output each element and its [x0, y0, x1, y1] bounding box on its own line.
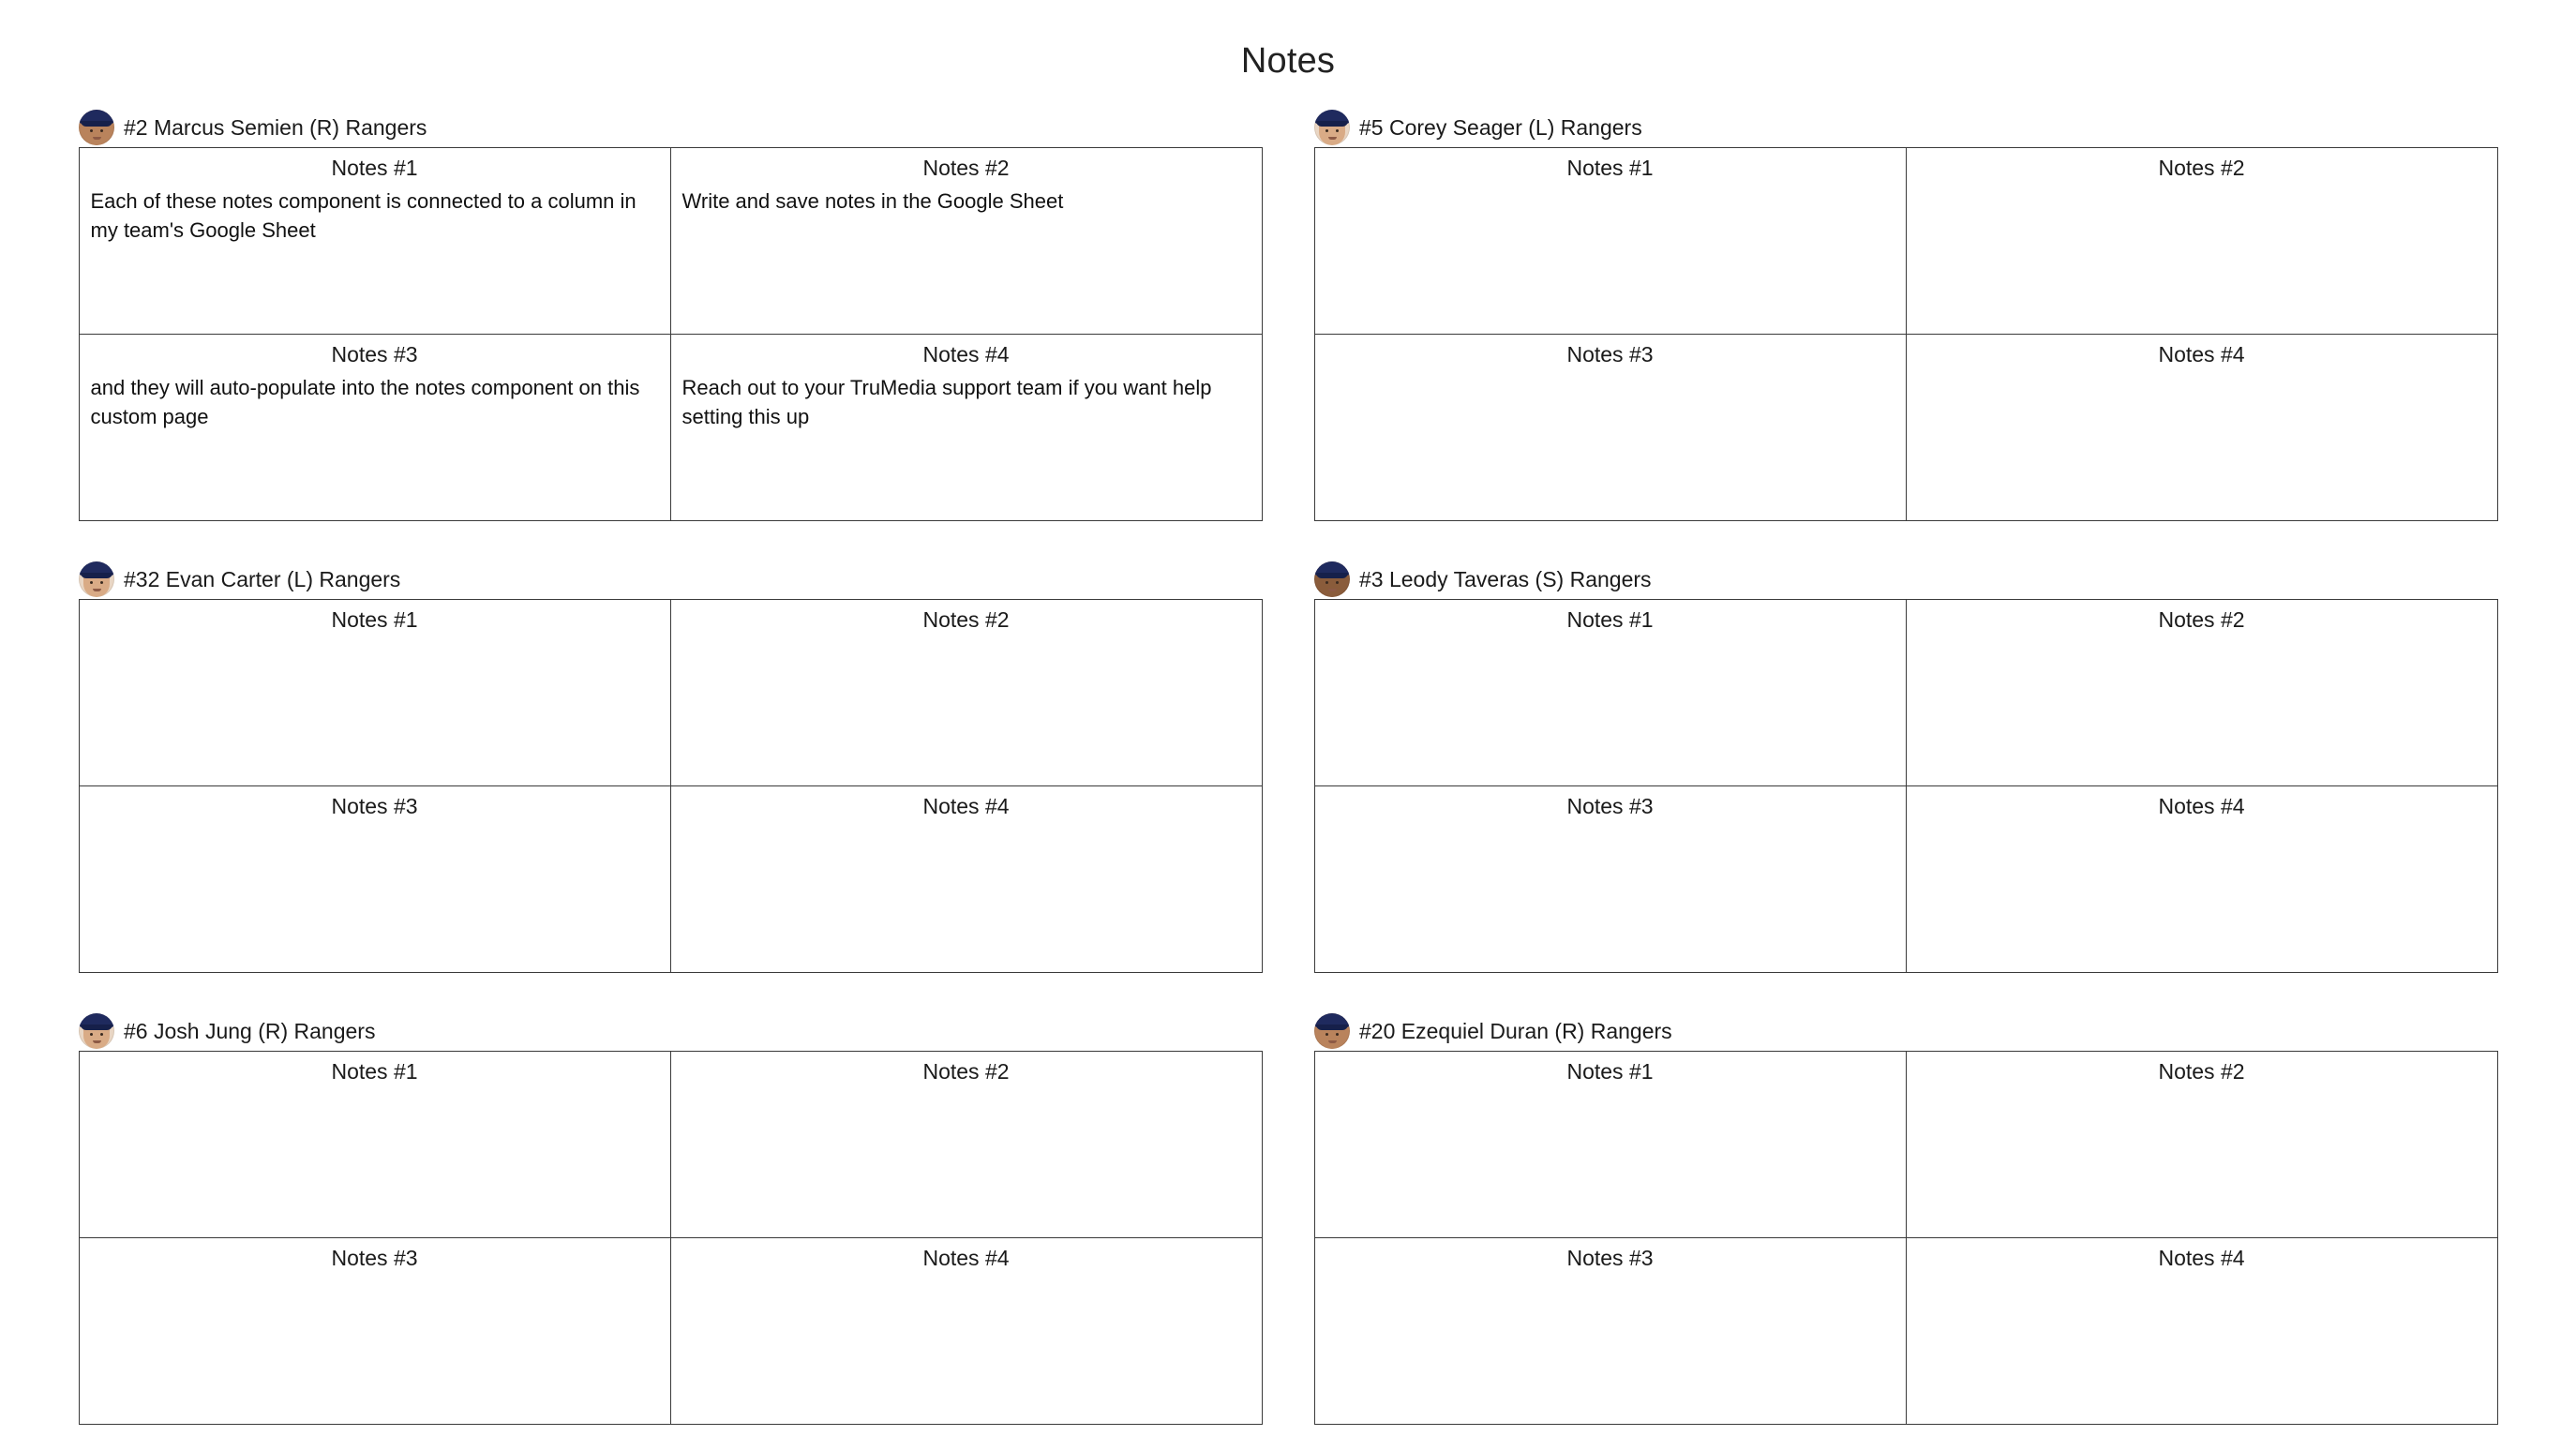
note-label: Notes #3 [1566, 793, 1654, 818]
note-label: Notes #1 [1566, 155, 1654, 180]
player-header [1314, 1013, 2497, 1049]
player-avatar-icon [79, 110, 114, 145]
player-name: #6 Josh Jung (R) Rangers [124, 1018, 376, 1043]
players-grid [0, 82, 2576, 1424]
note-label: Notes #2 [2158, 1058, 2245, 1084]
note-label: Notes #1 [331, 155, 418, 180]
note-box[interactable] [1314, 147, 1907, 335]
player-header [79, 1013, 1262, 1049]
player-card [1314, 1013, 2497, 1424]
note-box[interactable] [79, 1051, 671, 1238]
note-label: Notes #2 [922, 1058, 1010, 1084]
notes-grid [79, 147, 1262, 520]
note-label: Notes #1 [331, 1058, 418, 1084]
note-label: Notes #3 [1566, 341, 1654, 366]
note-box[interactable] [1314, 1051, 1907, 1238]
note-text[interactable]: Write and save notes in the Google Sheet [681, 188, 1064, 213]
player-avatar-icon [1314, 1013, 1350, 1049]
note-box[interactable] [1314, 599, 1907, 786]
note-label: Notes #4 [922, 1245, 1010, 1270]
note-label: Notes #4 [2158, 793, 2245, 818]
player-name: #3 Leody Taveras (S) Rangers [1359, 566, 1652, 591]
player-card [79, 110, 1262, 520]
note-box[interactable] [1906, 147, 2498, 335]
note-box[interactable] [1906, 334, 2498, 521]
note-box[interactable] [79, 147, 671, 335]
note-box[interactable] [670, 147, 1263, 335]
player-avatar-icon [1314, 561, 1350, 597]
note-label: Notes #1 [1566, 606, 1654, 632]
note-label: Notes #2 [922, 155, 1010, 180]
note-label: Notes #3 [331, 341, 418, 366]
player-header [79, 110, 1262, 145]
note-box[interactable] [1906, 1051, 2498, 1238]
note-box[interactable] [670, 785, 1263, 973]
player-header [1314, 110, 2497, 145]
player-name: #5 Corey Seager (L) Rangers [1359, 114, 1642, 140]
note-label: Notes #3 [331, 793, 418, 818]
note-box[interactable] [670, 1237, 1263, 1425]
note-box[interactable] [79, 1237, 671, 1425]
note-box[interactable] [1906, 599, 2498, 786]
note-label: Notes #4 [922, 793, 1010, 818]
note-box[interactable] [670, 334, 1263, 521]
note-box[interactable] [1314, 1237, 1907, 1425]
note-box[interactable] [79, 599, 671, 786]
note-text[interactable]: and they will auto-populate into the notes component on this custom page [90, 375, 646, 428]
player-header [1314, 561, 2497, 597]
player-avatar-icon [1314, 110, 1350, 145]
notes-grid [1314, 1051, 2497, 1424]
note-label: Notes #2 [922, 606, 1010, 632]
note-box[interactable] [670, 1051, 1263, 1238]
note-label: Notes #1 [331, 606, 418, 632]
note-box[interactable] [1906, 1237, 2498, 1425]
note-box[interactable] [1906, 785, 2498, 973]
note-label: Notes #2 [2158, 606, 2245, 632]
note-text[interactable]: Reach out to your TruMedia support team if you want help setting this up [681, 375, 1218, 428]
player-card [1314, 561, 2497, 972]
player-card [79, 1013, 1262, 1424]
player-name: #32 Evan Carter (L) Rangers [124, 566, 401, 591]
note-label: Notes #4 [2158, 341, 2245, 366]
note-label: Notes #1 [1566, 1058, 1654, 1084]
player-name: #2 Marcus Semien (R) Rangers [124, 114, 427, 140]
player-card [79, 561, 1262, 972]
note-box[interactable] [79, 785, 671, 973]
note-label: Notes #3 [331, 1245, 418, 1270]
page-title: Notes [1240, 41, 1336, 81]
note-box[interactable] [670, 599, 1263, 786]
notes-grid [1314, 147, 2497, 520]
notes-grid [79, 1051, 1262, 1424]
note-label: Notes #4 [922, 341, 1010, 366]
player-header [79, 561, 1262, 597]
note-label: Notes #2 [2158, 155, 2245, 180]
player-card [1314, 110, 2497, 520]
note-label: Notes #4 [2158, 1245, 2245, 1270]
notes-grid [1314, 599, 2497, 972]
player-avatar-icon [79, 1013, 114, 1049]
note-box[interactable] [1314, 785, 1907, 973]
note-label: Notes #3 [1566, 1245, 1654, 1270]
note-box[interactable] [79, 334, 671, 521]
player-name: #20 Ezequiel Duran (R) Rangers [1359, 1018, 1672, 1043]
notes-grid [79, 599, 1262, 972]
note-text[interactable]: Each of these notes component is connected to a column in my team's Google Sheet [90, 188, 642, 242]
note-box[interactable] [1314, 334, 1907, 521]
player-avatar-icon [79, 561, 114, 597]
